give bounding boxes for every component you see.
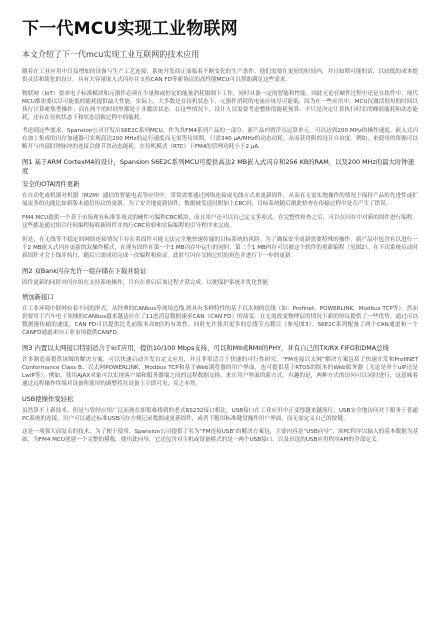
article-title: 下一代MCU实现工业物联网 <box>22 19 238 39</box>
paragraph: 许多制造商提供该级的解决方案，可以快速启动开发自定义应用，并且非常适合于快速的可行性研究。“FM连接以太网”解决方案包括了快速开发和ProfiNET Conformance Class B、以太网POWERLINK、Modbus TCP和基于Web浏览器的用户界面，也可提供基于RTOS的版本的Web服务器（无论是单个uIP还是LwIP等）。例如，使用AJAX对象可以实现客户端和服务器端之间的远程数据交换，来在用户界面的新方式。有趣的是，两种方式的访问可以同时进行，这意味着通过远程操作终端对设备所使用的调整将在设备上立即可见，反之亦然。 <box>22 357 418 387</box>
paragraph: 物联网（IoT）要求电子标准模块和元器件必须在少量和或恒定的能量消耗限制下工作，同时具备一定的智能和性能。因此无论在硬件过程中还是在软件中，现代MCU都需要以尽可能低的能耗提供最大性能。实际上，大多数是在待机状态下，元器件消耗的电流应该尽可能低，因为在一些应用中，MCU仅激活很短的时间以执行计算密集型操作；而在两个的时间里都处于非激活状态。在这些情况下，设计人员需要考虑整体的能耗预算：不只是决定计算执行时长的峰值能耗和动态能耗，还有在待机状态下和状态切换过程中的能耗。 <box>22 90 418 121</box>
paragraph: 随着在工业应用中日益增加的设备与生产工艺连接，系统开发商正面临着不断变化的生产条件。他们需要在更短的时间内，并且如期可能的话，以较低的成本提供灵活和简化的设计。具有大容量嵌入式闪存并支持CAN FD等新协议的高性能MCU可以帮助满足这些需求。 <box>22 69 418 83</box>
paragraph: 虽然算不上新技术，但是与曾经应用广泛而现在却很难找到的老式RS232接口相比，USB接口在工业应用中正变得越来越流行。USB安全地访问对于服务于普通PC系统的连接。用户可以通过标准USB闪存方便记录数据或更新固件，或者干脆用标准键盘操作用户界面，而无需定义自己的按键。 <box>22 407 418 422</box>
figure-caption: 图2 双Bank闪存允许一组存储在下载并验证 <box>22 266 147 275</box>
paragraph: FM4 MCU提供一个基于市场现有标准多项式的硬件可编程CRC模块，而且用户还可以自己定义多项式。在完整性检查之后，可以在闪存中对新的固件进行编程。这些都是通过组合任何编程接收新固件并执行CRC检验和实际编程的引导程序来完成。 <box>22 214 418 229</box>
paragraph: 但是，在无线等不稳定的网络连接情况下存在着固件可能无法完全地快速传输的目标系统的风险。为了确保安全更新需要特殊的操作。新产品中包含有以进行一个2 MB嵌入式闪存更新的双操作模式，在现有固件在第一个1 MB闪存中运行的同时，第二个1 MB内存可以被这个软件的重新编程（见图2）。在下次系统启动时新固件才会上线并执行，随后只需成功完成一次编程和验证。此时写闪存交换它们的角色并进行下一步的更新。 <box>22 236 418 259</box>
paragraph: 在工业环境中联网有着不同的形式，从经典的CANbus等现场总线,到具有多种特性的基于以太网的总线（如：Profinet、POWERLINK、Modbus TCP等）。然而仍要用于汽车电子领域的CANbus越来越适应在了11进消息数据速率CAN（CAN FD）的演变。在无需改变物理层的情况下新的协议提供了一些优势。通过可以数据能传输的速度，CAN FD可以提供比先前版本高8倍的有效性。同时允许使用更多的总线节点数目（参见图3）。S6E2C系列配备了两个CAN通道和一个CANFD通道来向工业市场提供CANFD。 <box>22 306 418 337</box>
paragraph: 这是一项强大而复杂的技术，为了便于使用，Spansion公司提供了名为“FM连接USB”的解决方案包，主要内容是“USB向导”。该PC程序以输入的基本数据为基础，为FM4 MCU创建一个完整的模板。使用此向导，它还包含对主机或设备模式的是一两个USB接口，以及首选的USB应用程序API的全部定义。 <box>22 429 418 444</box>
section-heading: 安全的OTA固件更新 <box>22 180 80 189</box>
article-body <box>22 69 418 445</box>
paragraph: 考虑到这些要求，Spansion公司开发出S6E2C系列MCU，作为其FM4系列产品的一部分。新产品内置浮点运算单元，可以达到200 MHz的操作速度。嵌入式闪存加上集成的闪存加速器可实现高达200 MHz的运行速度而无需等待周期，只需340 μA/MHz的动态功耗。从而获得附的设计自由度：例如，来使用的资源可以断开与内部时钟脉冲的连接以便节省动态能耗。在待机模式（RTC）下FM4的管理功耗小于2 μA。 <box>22 128 418 151</box>
article-intro: 本文介绍了下一代mcu实现工业互联网的技术应用 <box>22 50 200 59</box>
figure-caption: 图3 内置以太网接口特别适合于IoT应用，提供10/100 Mbps支持，可以和MII或RMII的PHY，并有自己的TX/RX FIFO和DMA总线 <box>22 344 389 353</box>
section-heading: 增加新接口 <box>22 293 54 302</box>
paragraph: 在自动化或机器对机器（M2M）通信的智能电表等应用中，常常需要通过网络连接或无线方式来更新固件，从而在无需实地操作的情况下保持产品的先进性或扩展更多的功能比如新版本通信协议的更新。为了安全地更新固件，数据被发送时附加上CRC码，目标系统随后据此检查在传输过程中是否产生了错误。 <box>22 193 418 208</box>
figure-caption: 图1 基于ARM CortexM4的设计，Spansion S6E2C系列MCU可提供高达2 MB嵌入式闪存和256 KB的RAM，以及200 MHz的最大时钟速度 <box>22 158 415 176</box>
paragraph: 固件更新的同时对闪存组在支持系统操作，只有在重启后该过程才算完成，以便保护系统并优化性能 <box>22 279 269 286</box>
section-heading: USB使操作变轻松 <box>22 394 74 403</box>
